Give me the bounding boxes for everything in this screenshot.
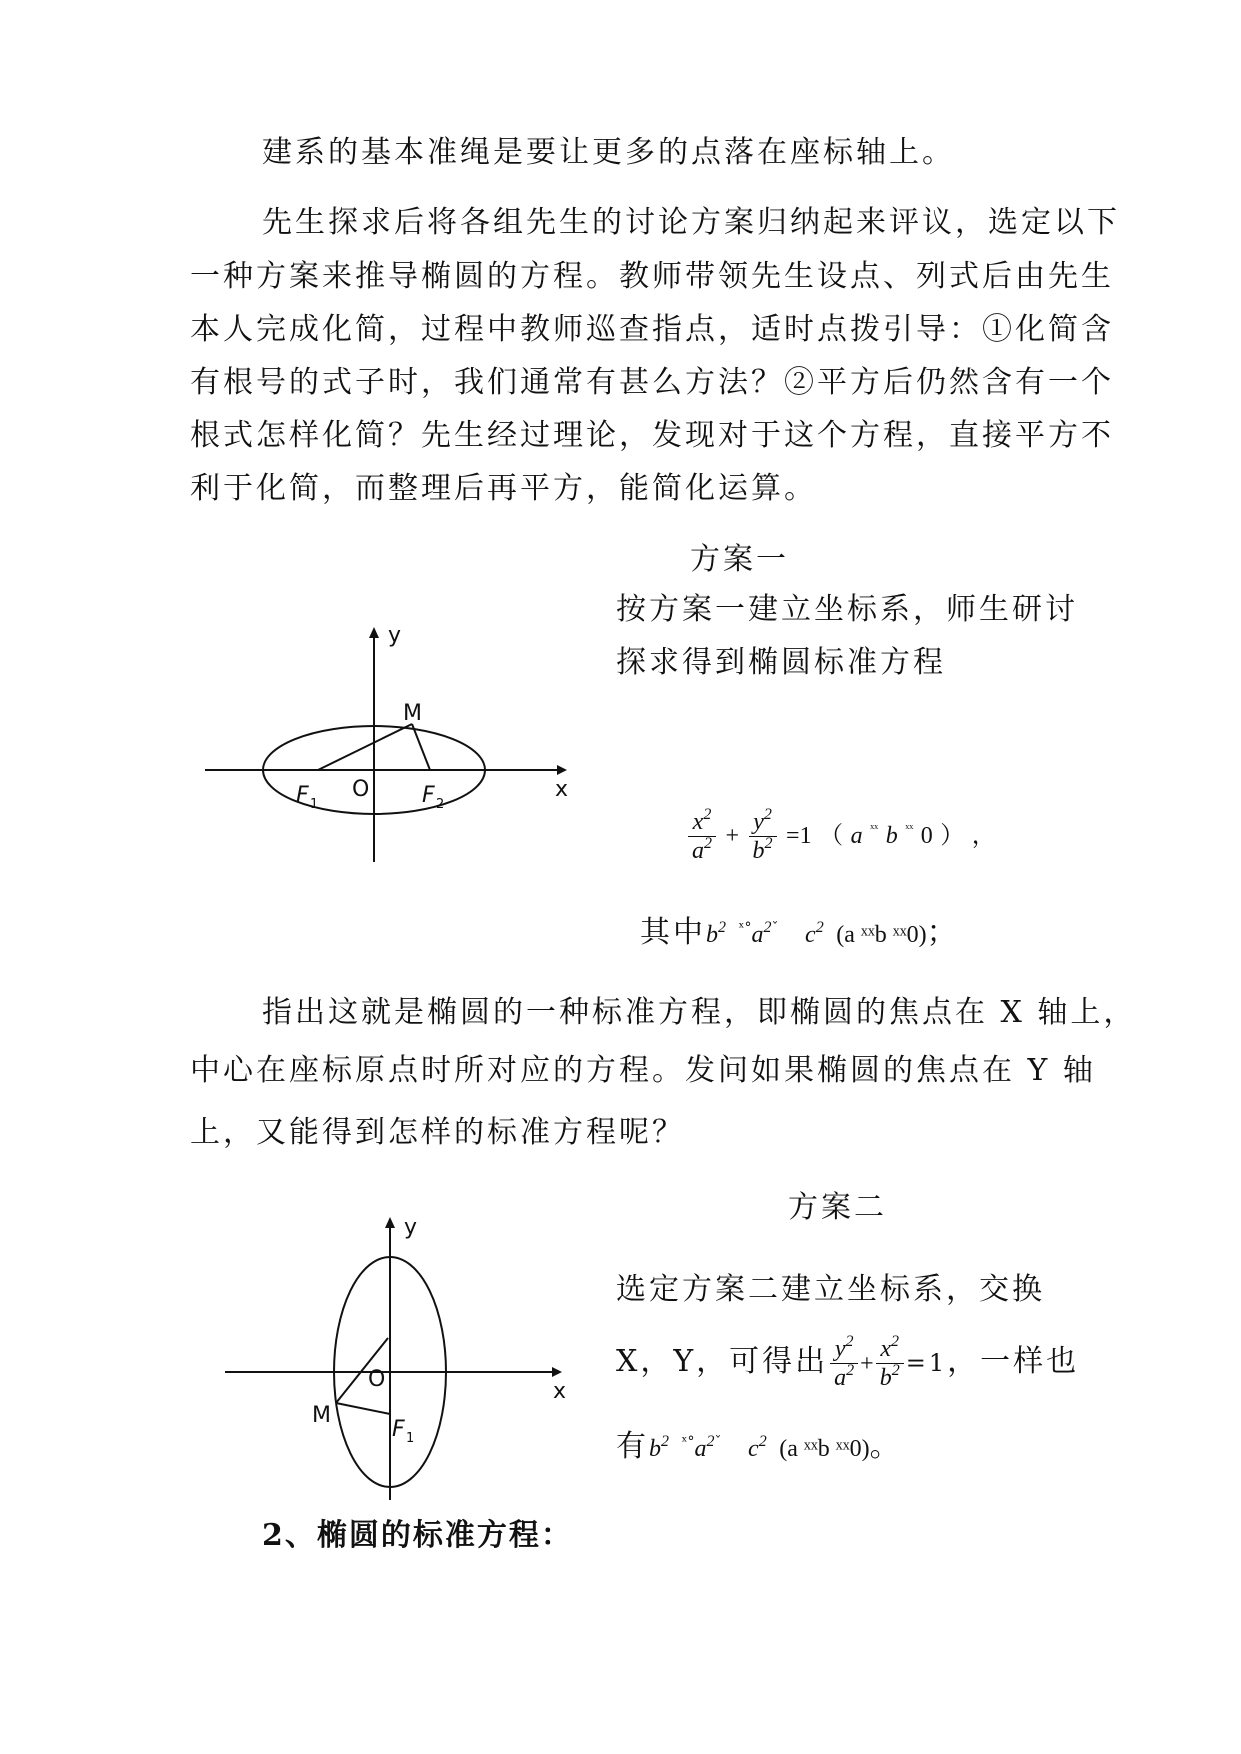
paragraph-line: 根式怎样化简？先生经过理论，发现对于这个方程，直接平方不 — [190, 418, 1114, 453]
scheme2-desc-line: 选定方案二建立坐标系，交换 — [616, 1272, 1045, 1307]
o-label: O — [352, 777, 370, 802]
scheme1-equation: $\frac{x^2}{a^2}$ + $\frac{y^2}{b^2}$ =1 （ a $^{ˣˣ}$ b $^{ˣˣ}$ 0 ） ， — [686, 800, 996, 866]
fraction-x-over-a: $\frac{x^2}{a^2}$ — [688, 808, 716, 865]
scheme1-desc-line: 探求得到椭圆标准方程 — [616, 645, 946, 680]
f1-subscript: 1 — [310, 797, 319, 812]
paragraph-line: 利于化简，而整理后再平方，能简化运算。 — [190, 471, 817, 506]
scheme2-equation-line: X，Y，可得出 $\frac{y^2}{a^2}$ + $\frac{x^2}{b^2}$ =1，一样也 — [616, 1332, 1080, 1391]
ellipse-figure-1 — [200, 620, 580, 870]
f1-label: F — [296, 783, 309, 808]
x-axis-arrow — [552, 1367, 562, 1377]
f2-label: F — [422, 783, 435, 808]
x-label: x — [553, 1379, 567, 1404]
f2-subscript: 2 — [436, 797, 445, 812]
paragraph-line: 有根号的式子时，我们通常有甚么方法？②平方后仍然含有一个 — [190, 365, 1114, 400]
f1-label: F — [392, 1417, 405, 1442]
ellipse-figure-2 — [220, 1210, 580, 1500]
scheme1-title: 方案一 — [690, 542, 789, 577]
y-label: y — [388, 623, 402, 648]
y-axis-arrow — [369, 627, 379, 638]
paragraph-line: 建系的基本准绳是要让更多的点落在座标轴上。 — [262, 135, 955, 170]
scheme1-desc-line: 按方案一建立坐标系，师生研讨 — [616, 592, 1078, 627]
paragraph-line: 中心在座标原点时所对应的方程。发问如果椭圆的焦点在 Y 轴 — [190, 1053, 1096, 1088]
scheme2-title: 方案二 — [788, 1190, 887, 1225]
m-label: M — [403, 701, 422, 726]
y-axis-arrow — [385, 1217, 395, 1228]
paragraph-line: 指出这就是椭圆的一种标准方程，即椭圆的焦点在 X 轴上， — [262, 995, 1137, 1030]
paragraph-line: 先生探求后将各组先生的讨论方案归纳起来评议，选定以下 — [262, 205, 1120, 240]
segment-mf1 — [318, 724, 412, 770]
scheme2-where-line: 有$b^2$ $^{ˣ^\circ}a^{2ˇ}$ $c^2$ (a ˣˣb ˣˣ0)。 — [616, 1429, 903, 1464]
section-heading: 2、椭圆的标准方程： — [262, 1518, 573, 1553]
segment-mf1 — [336, 1403, 390, 1414]
fraction-y-over-a: $\frac{y^2}{a^2}$ — [830, 1335, 858, 1392]
f1-subscript: 1 — [406, 1431, 415, 1446]
paragraph-line: 本人完成化简，过程中教师巡查指点，适时点拨引导：①化简含 — [190, 312, 1114, 347]
fraction-y-over-b: $\frac{y^2}{b^2}$ — [749, 808, 777, 865]
x-axis-arrow — [557, 765, 567, 775]
paragraph-line: 一种方案来推导椭圆的方程。教师带领先生设点、列式后由先生 — [190, 259, 1114, 294]
x-label: x — [555, 777, 569, 802]
o-label: O — [368, 1367, 386, 1392]
m-label: M — [312, 1403, 331, 1428]
scheme1-where-line: 其中$b^2$ $^{ˣ^\circ}a^{2ˇ}$ $c^2$ (a ˣˣb ˣˣ0)； — [640, 915, 960, 950]
paragraph-line: 上，又能得到怎样的标准方程呢？ — [190, 1115, 685, 1150]
y-label: y — [404, 1215, 418, 1240]
fraction-x-over-b: $\frac{x^2}{b^2}$ — [876, 1335, 904, 1392]
